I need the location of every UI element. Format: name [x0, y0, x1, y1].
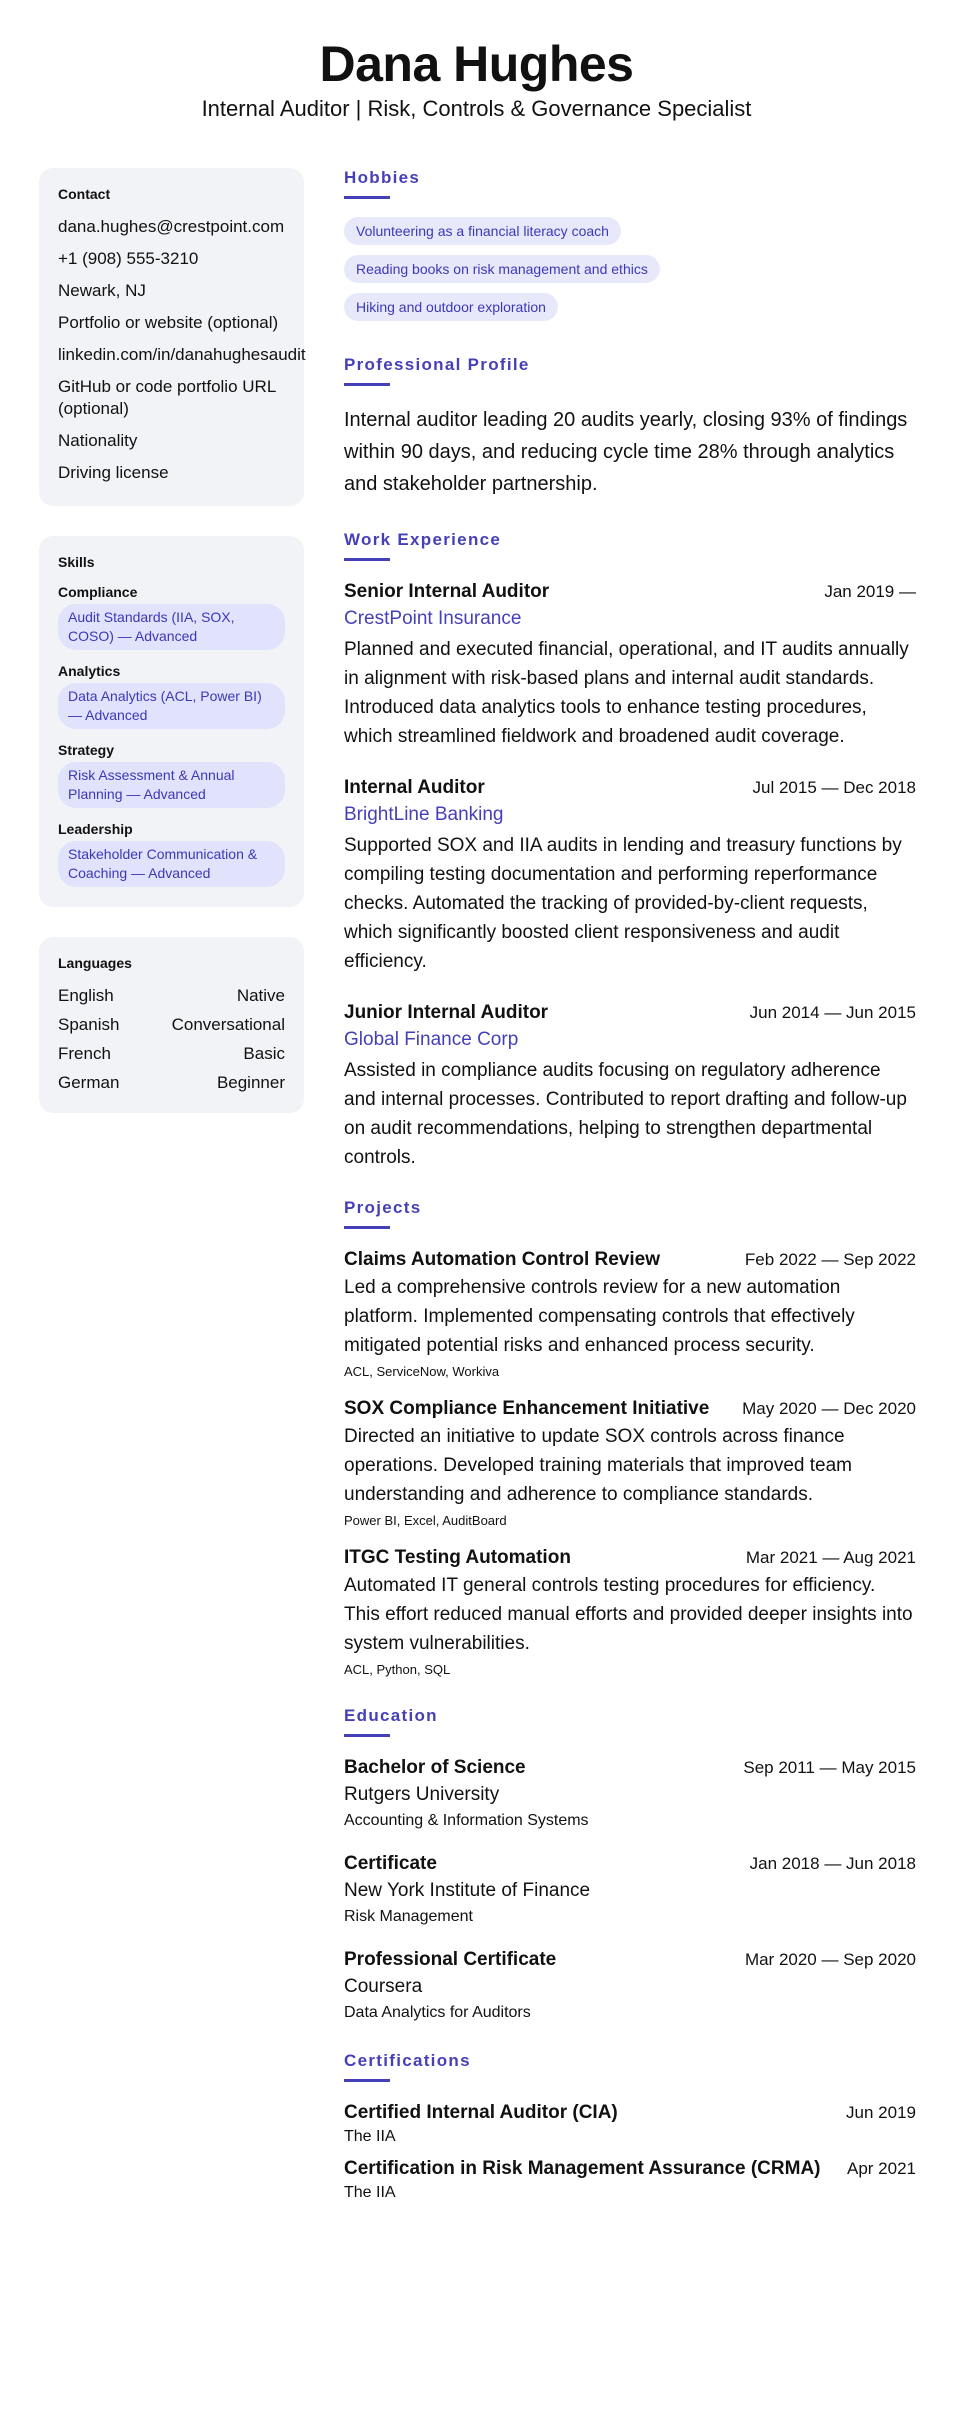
- project-tech: Power BI, Excel, AuditBoard: [344, 1513, 507, 1528]
- language-level: Native: [236, 986, 285, 1005]
- certifications-section: [344, 2051, 916, 2204]
- contact-linkedin[interactable]: linkedin.com/in/danahughesaudit: [58, 345, 306, 364]
- skill-group-title: Strategy: [58, 742, 115, 758]
- section-title-experience: Work Experience: [344, 530, 502, 549]
- project-dates: May 2020 — Dec 2020: [742, 1399, 916, 1418]
- experience-entry: [344, 1000, 916, 1172]
- language-row: [58, 1014, 285, 1036]
- certification-date: Jun 2019: [846, 2103, 916, 2122]
- section-title-projects: Projects: [344, 1198, 422, 1217]
- project-description: Directed an initiative to update SOX controls across finance operations. Developed training materials that improved team understanding and adherence to compliance standards.: [344, 1426, 852, 1505]
- skill-group: [58, 821, 285, 887]
- education-dates: Jan 2018 — Jun 2018: [749, 1854, 916, 1873]
- profile-section: [344, 355, 916, 500]
- language-name: French: [58, 1044, 111, 1063]
- education-entry: [344, 1851, 916, 1929]
- education-section: [344, 1706, 916, 2025]
- profile-summary: Internal auditor leading 20 audits yearly, closing 93% of findings within 90 days, and reducing cycle time 28% through analytics and stakeholder partnership.: [344, 409, 908, 495]
- contact-nationality: Nationality: [58, 431, 138, 450]
- project-name: ITGC Testing Automation: [344, 1547, 571, 1568]
- education-entry: [344, 1947, 916, 2025]
- job-title: Junior Internal Auditor: [344, 1002, 549, 1023]
- contact-phone[interactable]: +1 (908) 555-3210: [58, 249, 199, 268]
- hobby-chip: Hiking and outdoor exploration: [344, 293, 558, 321]
- section-divider: [344, 1226, 390, 1229]
- project-entry: [344, 1396, 916, 1531]
- project-description: Automated IT general controls testing procedures for efficiency. This effort reduced manual efforts and provided deeper insights into system vulnerabilities.: [344, 1575, 913, 1654]
- degree-name: Professional Certificate: [344, 1949, 557, 1970]
- contact-email[interactable]: dana.hughes@crestpoint.com: [58, 217, 285, 236]
- project-dates: Mar 2021 — Aug 2021: [745, 1548, 916, 1567]
- project-description: Led a comprehensive controls review for a new automation platform. Implemented compensating controls that effectively mitigated potential risks and enhanced process security.: [344, 1277, 855, 1356]
- certification-issuer: The IIA: [344, 2128, 396, 2145]
- section-divider: [344, 558, 390, 561]
- skill-group-title: Leadership: [58, 821, 133, 837]
- school-name: Rutgers University: [344, 1784, 500, 1805]
- project-entry: [344, 1247, 916, 1382]
- education-dates: Sep 2011 — May 2015: [743, 1758, 916, 1777]
- certification-name: Certified Internal Auditor (CIA): [344, 2102, 618, 2123]
- experience-section: [344, 530, 916, 1172]
- project-name: SOX Compliance Enhancement Initiative: [344, 1398, 710, 1419]
- language-name: English: [58, 986, 114, 1005]
- skill-chip: Audit Standards (IIA, SOX, COSO) — Advanced: [58, 604, 285, 650]
- skill-group: [58, 742, 285, 808]
- job-description: Assisted in compliance audits focusing on regulatory adherence and internal processes. Contributed to report drafting and follow-up on audit recommendations, helping to strengthen departmental controls.: [344, 1060, 907, 1168]
- certification-issuer: The IIA: [344, 2184, 396, 2201]
- main-content: [344, 168, 916, 2234]
- contact-portfolio[interactable]: Portfolio or website (optional): [58, 313, 279, 332]
- job-dates: Jul 2015 — Dec 2018: [752, 778, 916, 797]
- section-title-education: Education: [344, 1706, 438, 1725]
- section-divider: [344, 1734, 390, 1737]
- section-divider: [344, 383, 390, 386]
- section-title-profile: Professional Profile: [344, 355, 530, 374]
- field-of-study: Risk Management: [344, 1908, 473, 1925]
- company-name: CrestPoint Insurance: [344, 608, 522, 629]
- language-name: Spanish: [58, 1015, 120, 1034]
- degree-name: Bachelor of Science: [344, 1757, 526, 1778]
- section-divider: [344, 2079, 390, 2082]
- project-tech: ACL, Python, SQL: [344, 1662, 451, 1677]
- languages-card: [39, 937, 304, 1113]
- projects-section: [344, 1198, 916, 1680]
- certification-date: Apr 2021: [847, 2159, 916, 2178]
- job-title: Internal Auditor: [344, 777, 485, 798]
- project-tech: ACL, ServiceNow, Workiva: [344, 1364, 500, 1379]
- field-of-study: Data Analytics for Auditors: [344, 2004, 531, 2021]
- school-name: Coursera: [344, 1976, 423, 1997]
- certification-name: Certification in Risk Management Assurance (CRMA): [344, 2158, 821, 2179]
- languages-title: Languages: [58, 955, 132, 971]
- contact-github[interactable]: GitHub or code portfolio URL (optional): [58, 377, 276, 418]
- degree-name: Certificate: [344, 1853, 437, 1874]
- school-name: New York Institute of Finance: [344, 1880, 591, 1901]
- language-row: [58, 1043, 285, 1065]
- sidebar: [39, 168, 304, 1143]
- project-dates: Feb 2022 — Sep 2022: [744, 1250, 916, 1269]
- language-row: [58, 1072, 285, 1094]
- job-description: Planned and executed financial, operational, and IT audits annually in alignment with risk-based plans and internal audit standards. Introduced data analytics tools to enhance testing procedures, which streamlined fieldwork and broadened audit coverage.: [344, 639, 909, 747]
- education-dates: Mar 2020 — Sep 2020: [744, 1950, 916, 1969]
- skills-title: Skills: [58, 554, 95, 570]
- hobbies-section: [344, 168, 916, 331]
- skill-chip: Data Analytics (ACL, Power BI) — Advanced: [58, 683, 285, 729]
- contact-driving-license: Driving license: [58, 463, 169, 482]
- project-name: Claims Automation Control Review: [344, 1249, 660, 1270]
- contact-location: Newark, NJ: [58, 281, 146, 300]
- certification-entry: [344, 2156, 916, 2204]
- job-description: Supported SOX and IIA audits in lending and treasury functions by compiling testing documentation and performing reperformance checks. Automated the tracking of provided-by-client requests, which significantly boosted client responsiveness and audit efficiency.: [344, 835, 902, 972]
- skills-card: [39, 536, 304, 907]
- contact-card: [39, 168, 304, 506]
- field-of-study: Accounting & Information Systems: [344, 1812, 589, 1829]
- skill-group: [58, 663, 285, 729]
- company-name: Global Finance Corp: [344, 1029, 519, 1050]
- section-title-hobbies: Hobbies: [344, 168, 421, 187]
- education-entry: [344, 1755, 916, 1833]
- section-divider: [344, 196, 390, 199]
- hobby-chip: Volunteering as a financial literacy coach: [344, 217, 621, 245]
- language-level: Beginner: [216, 1073, 285, 1092]
- resume-header: [0, 0, 953, 124]
- section-title-certifications: Certifications: [344, 2051, 471, 2070]
- project-entry: [344, 1545, 916, 1680]
- language-level: Conversational: [171, 1015, 285, 1034]
- person-name: Dana Hughes: [319, 36, 634, 92]
- skill-group: [58, 584, 285, 650]
- hobby-chip: Reading books on risk management and ethics: [344, 255, 660, 283]
- language-name: German: [58, 1073, 120, 1092]
- job-dates: Jan 2019 —: [824, 582, 916, 601]
- contact-title: Contact: [58, 186, 111, 202]
- skill-chip: Risk Assessment & Annual Planning — Advanced: [58, 762, 285, 808]
- job-subtitle: Internal Auditor | Risk, Controls & Governance Specialist: [201, 96, 752, 121]
- job-dates: Jun 2014 — Jun 2015: [749, 1003, 916, 1022]
- experience-entry: [344, 775, 916, 976]
- company-name: BrightLine Banking: [344, 804, 504, 825]
- skill-group-title: Compliance: [58, 584, 138, 600]
- experience-entry: [344, 579, 916, 751]
- skill-chip: Stakeholder Communication & Coaching — Advanced: [58, 841, 285, 887]
- language-row: [58, 985, 285, 1007]
- certification-entry: [344, 2100, 916, 2148]
- job-title: Senior Internal Auditor: [344, 581, 550, 602]
- skill-group-title: Analytics: [58, 663, 121, 679]
- language-level: Basic: [243, 1044, 285, 1063]
